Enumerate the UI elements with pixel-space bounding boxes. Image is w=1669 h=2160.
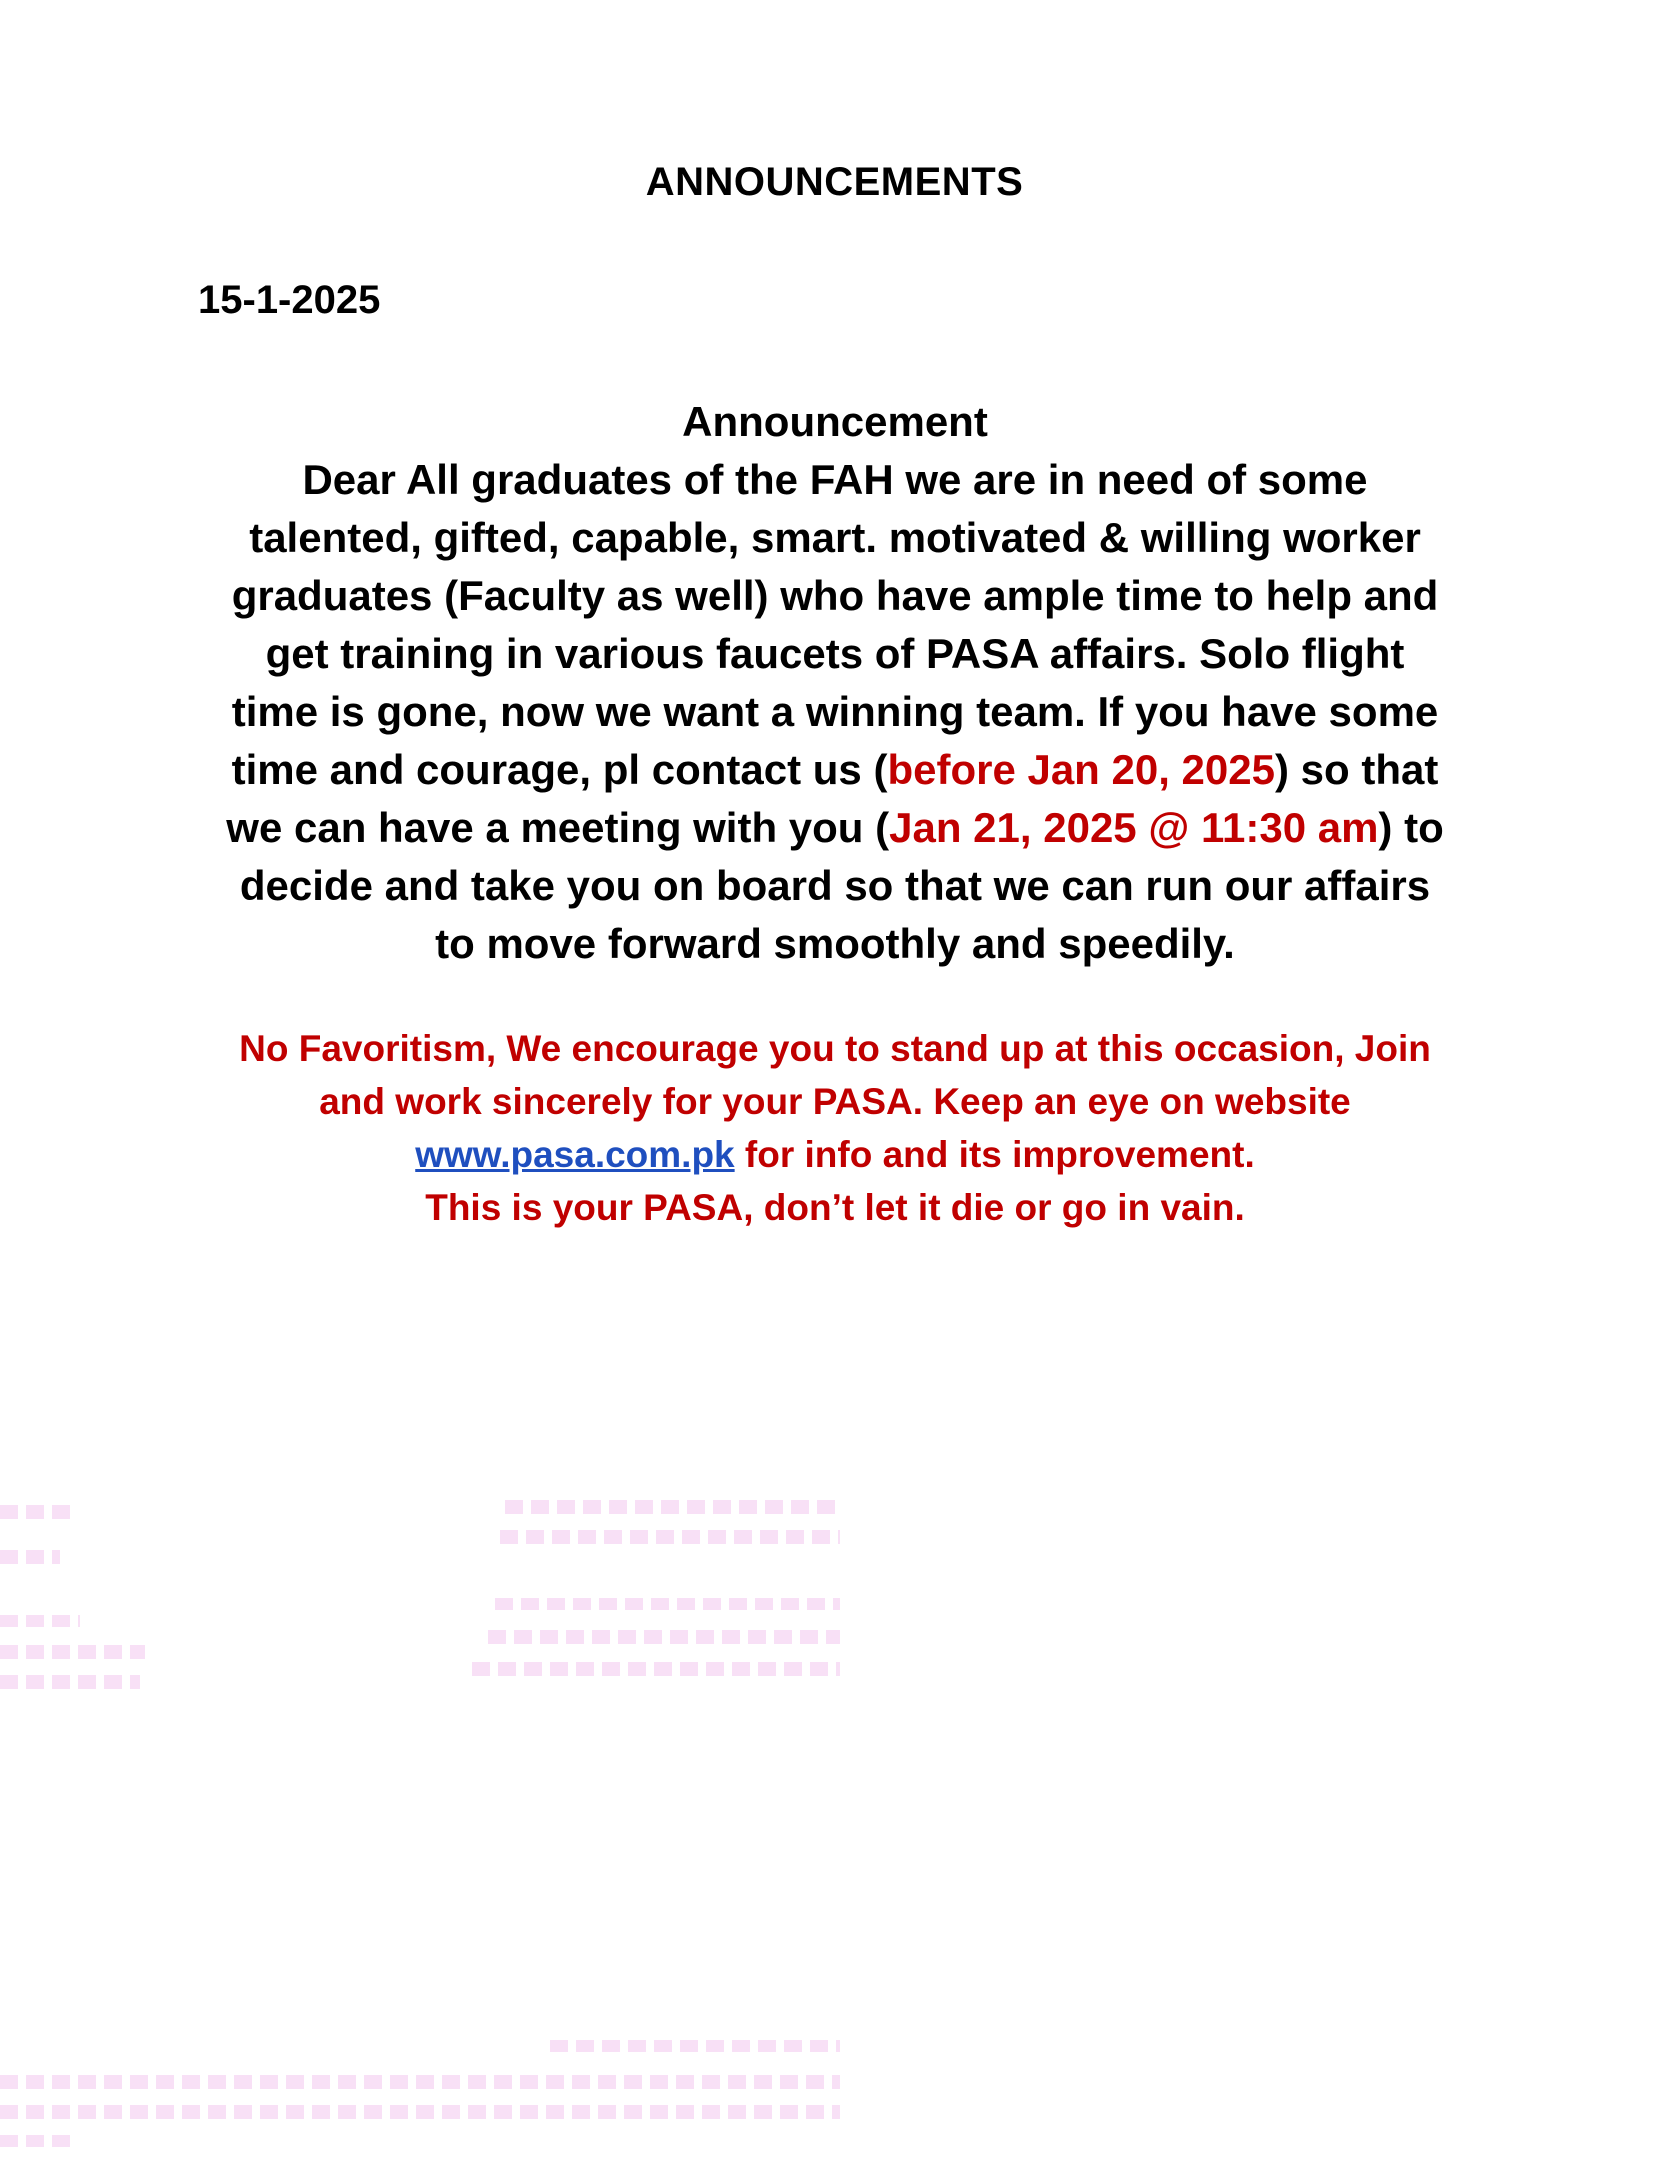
announcement-line-deadline — [180, 741, 1490, 799]
closing-line: This is your PASA, don’t let it die or go in vain. — [425, 1187, 1245, 1228]
scan-artifact — [0, 1550, 60, 1564]
meeting-prefix: we can have a meeting with you ( — [226, 804, 890, 851]
meeting-suffix: ) to — [1378, 804, 1444, 851]
closing-line: No Favoritism, We encourage you to stand up at this occasion, Join — [239, 1028, 1431, 1069]
scan-artifact — [0, 1675, 140, 1689]
scan-artifact — [0, 2135, 70, 2147]
closing-message — [180, 1022, 1490, 1234]
scan-artifact — [0, 1645, 145, 1659]
scan-artifact — [0, 2105, 840, 2119]
deadline-prefix: time and courage, pl contact us ( — [231, 746, 888, 793]
scan-artifact — [0, 2075, 840, 2089]
announcement-line: graduates (Faculty as well) who have ample time to help and — [231, 572, 1439, 619]
announcement-line: Dear All graduates of the FAH we are in need of some — [302, 456, 1368, 503]
announcement-line-meeting — [180, 799, 1490, 857]
scan-artifact — [500, 1530, 840, 1544]
announcement-line: decide and take you on board so that we can run our affairs — [239, 862, 1431, 909]
website-suffix: for info and its improvement. — [734, 1134, 1255, 1175]
announcement-line: to move forward smoothly and speedily. — [435, 920, 1235, 967]
announcement-line: get training in various faucets of PASA affairs. Solo flight — [265, 630, 1405, 677]
scan-artifact — [488, 1630, 840, 1644]
closing-line: and work sincerely for your PASA. Keep an eye on website — [319, 1081, 1351, 1122]
announcement-title: Announcement — [682, 398, 988, 445]
announcement-line: time is gone, now we want a winning team. If you have some — [231, 688, 1439, 735]
scan-artifact — [495, 1598, 840, 1610]
announcement-body — [180, 393, 1490, 973]
website-link[interactable]: www.pasa.com.pk — [415, 1134, 735, 1175]
contact-deadline: before Jan 20, 2025 — [887, 746, 1275, 793]
announcement-line: talented, gifted, capable, smart. motivated & willing worker — [249, 514, 1421, 561]
scan-artifact — [0, 1615, 80, 1627]
scan-artifact — [550, 2040, 840, 2052]
announcement-date: 15-1-2025 — [198, 278, 381, 322]
closing-line-website — [180, 1128, 1490, 1181]
meeting-datetime: Jan 21, 2025 @ 11:30 am — [889, 804, 1379, 851]
scan-artifact — [505, 1500, 840, 1514]
deadline-suffix: ) so that — [1275, 746, 1439, 793]
page-title: ANNOUNCEMENTS — [645, 160, 1024, 204]
scan-artifact — [0, 1505, 70, 1519]
scan-artifact — [472, 1662, 840, 1676]
